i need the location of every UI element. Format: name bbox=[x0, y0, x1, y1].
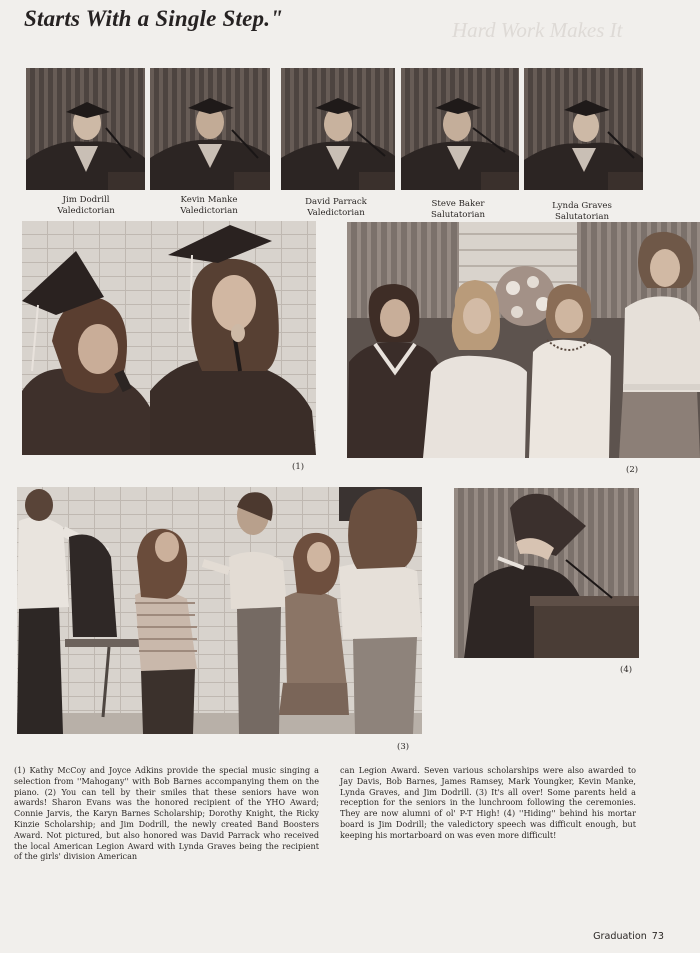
body-text-column-2: can Legion Award. Seven various scholarships were also awarded to Jay Davis, Bob Barnes, James Ramsey, Mark Youngker, Kevin Manke, Lynda Graves, and Jim Dodrill. (3) It's all over! Some parents held a reception for the seniors in the lunchroom following the ceremonies. They are now alumni of ol' P-T High! (4) ''Hiding'' behind his mortar board is Jim Dodrill; the valedictory speech was difficult enough, but keeping his mortarboard on was even more difficult! bbox=[340, 765, 636, 840]
photo-number-2: (2) bbox=[626, 465, 639, 475]
portrait-caption-kevin-manke bbox=[147, 195, 271, 217]
portrait-name: Kevin Manke bbox=[180, 195, 238, 205]
portrait-title: Valedictorian bbox=[57, 206, 115, 216]
portrait-photo-kevin-manke bbox=[150, 68, 270, 190]
photo-number-4: (4) bbox=[620, 665, 633, 675]
portrait-name: Steve Baker bbox=[431, 199, 485, 209]
photo-reception bbox=[17, 487, 422, 734]
portrait-title: Valedictorian bbox=[180, 206, 238, 216]
photo-number-1: (1) bbox=[292, 462, 305, 472]
page-heading: Starts With a Single Step." bbox=[24, 6, 284, 31]
photo-mortarboard bbox=[454, 488, 639, 658]
portrait-name: Lynda Graves bbox=[552, 201, 612, 211]
photo-number-3: (3) bbox=[397, 742, 410, 752]
body-text-column-1: (1) Kathy McCoy and Joyce Adkins provide the special music singing a selection from ''Mahogany'' with Bob Barnes accompanying them on the piano. (2) You can tell by their smiles that these seniors have won awards! Sharon Evans was the honored recipient of the YHO Award; Connie Jarvis, the Karyn Barnes Scholarship; Dorothy Knight, the Ricky Kinzie Scholarship; and Jim Dodrill, the newly created Band Boosters Award. Not pictured, but also honored was David Parrack who received the local American Legion Award with Lynda Graves being the recipient of the girls' division American bbox=[14, 765, 319, 862]
footer-section-label: Graduation bbox=[593, 931, 647, 942]
portrait-name: Jim Dodrill bbox=[62, 195, 110, 205]
page-footer bbox=[593, 931, 664, 942]
bleed-through-heading: Hard Work Makes It bbox=[452, 18, 623, 42]
page-number: 73 bbox=[651, 931, 664, 942]
portrait-photo-david-parrack bbox=[281, 68, 395, 190]
portrait-caption-steve-baker bbox=[396, 199, 520, 221]
portrait-photo-lynda-graves bbox=[524, 68, 643, 190]
portrait-title: Salutatorian bbox=[554, 212, 609, 222]
portrait-caption-jim-dodrill bbox=[24, 195, 148, 217]
portrait-title: Valedictorian bbox=[307, 208, 365, 218]
portrait-caption-lynda-graves bbox=[520, 201, 644, 223]
portrait-photo-jim-dodrill bbox=[26, 68, 145, 190]
photo-award-winners bbox=[347, 222, 700, 458]
portrait-photo-steve-baker bbox=[401, 68, 519, 190]
portrait-caption-david-parrack bbox=[274, 197, 398, 219]
photo-singers bbox=[22, 221, 316, 455]
portrait-name: David Parrack bbox=[305, 197, 367, 207]
portrait-title: Salutatorian bbox=[430, 210, 485, 220]
